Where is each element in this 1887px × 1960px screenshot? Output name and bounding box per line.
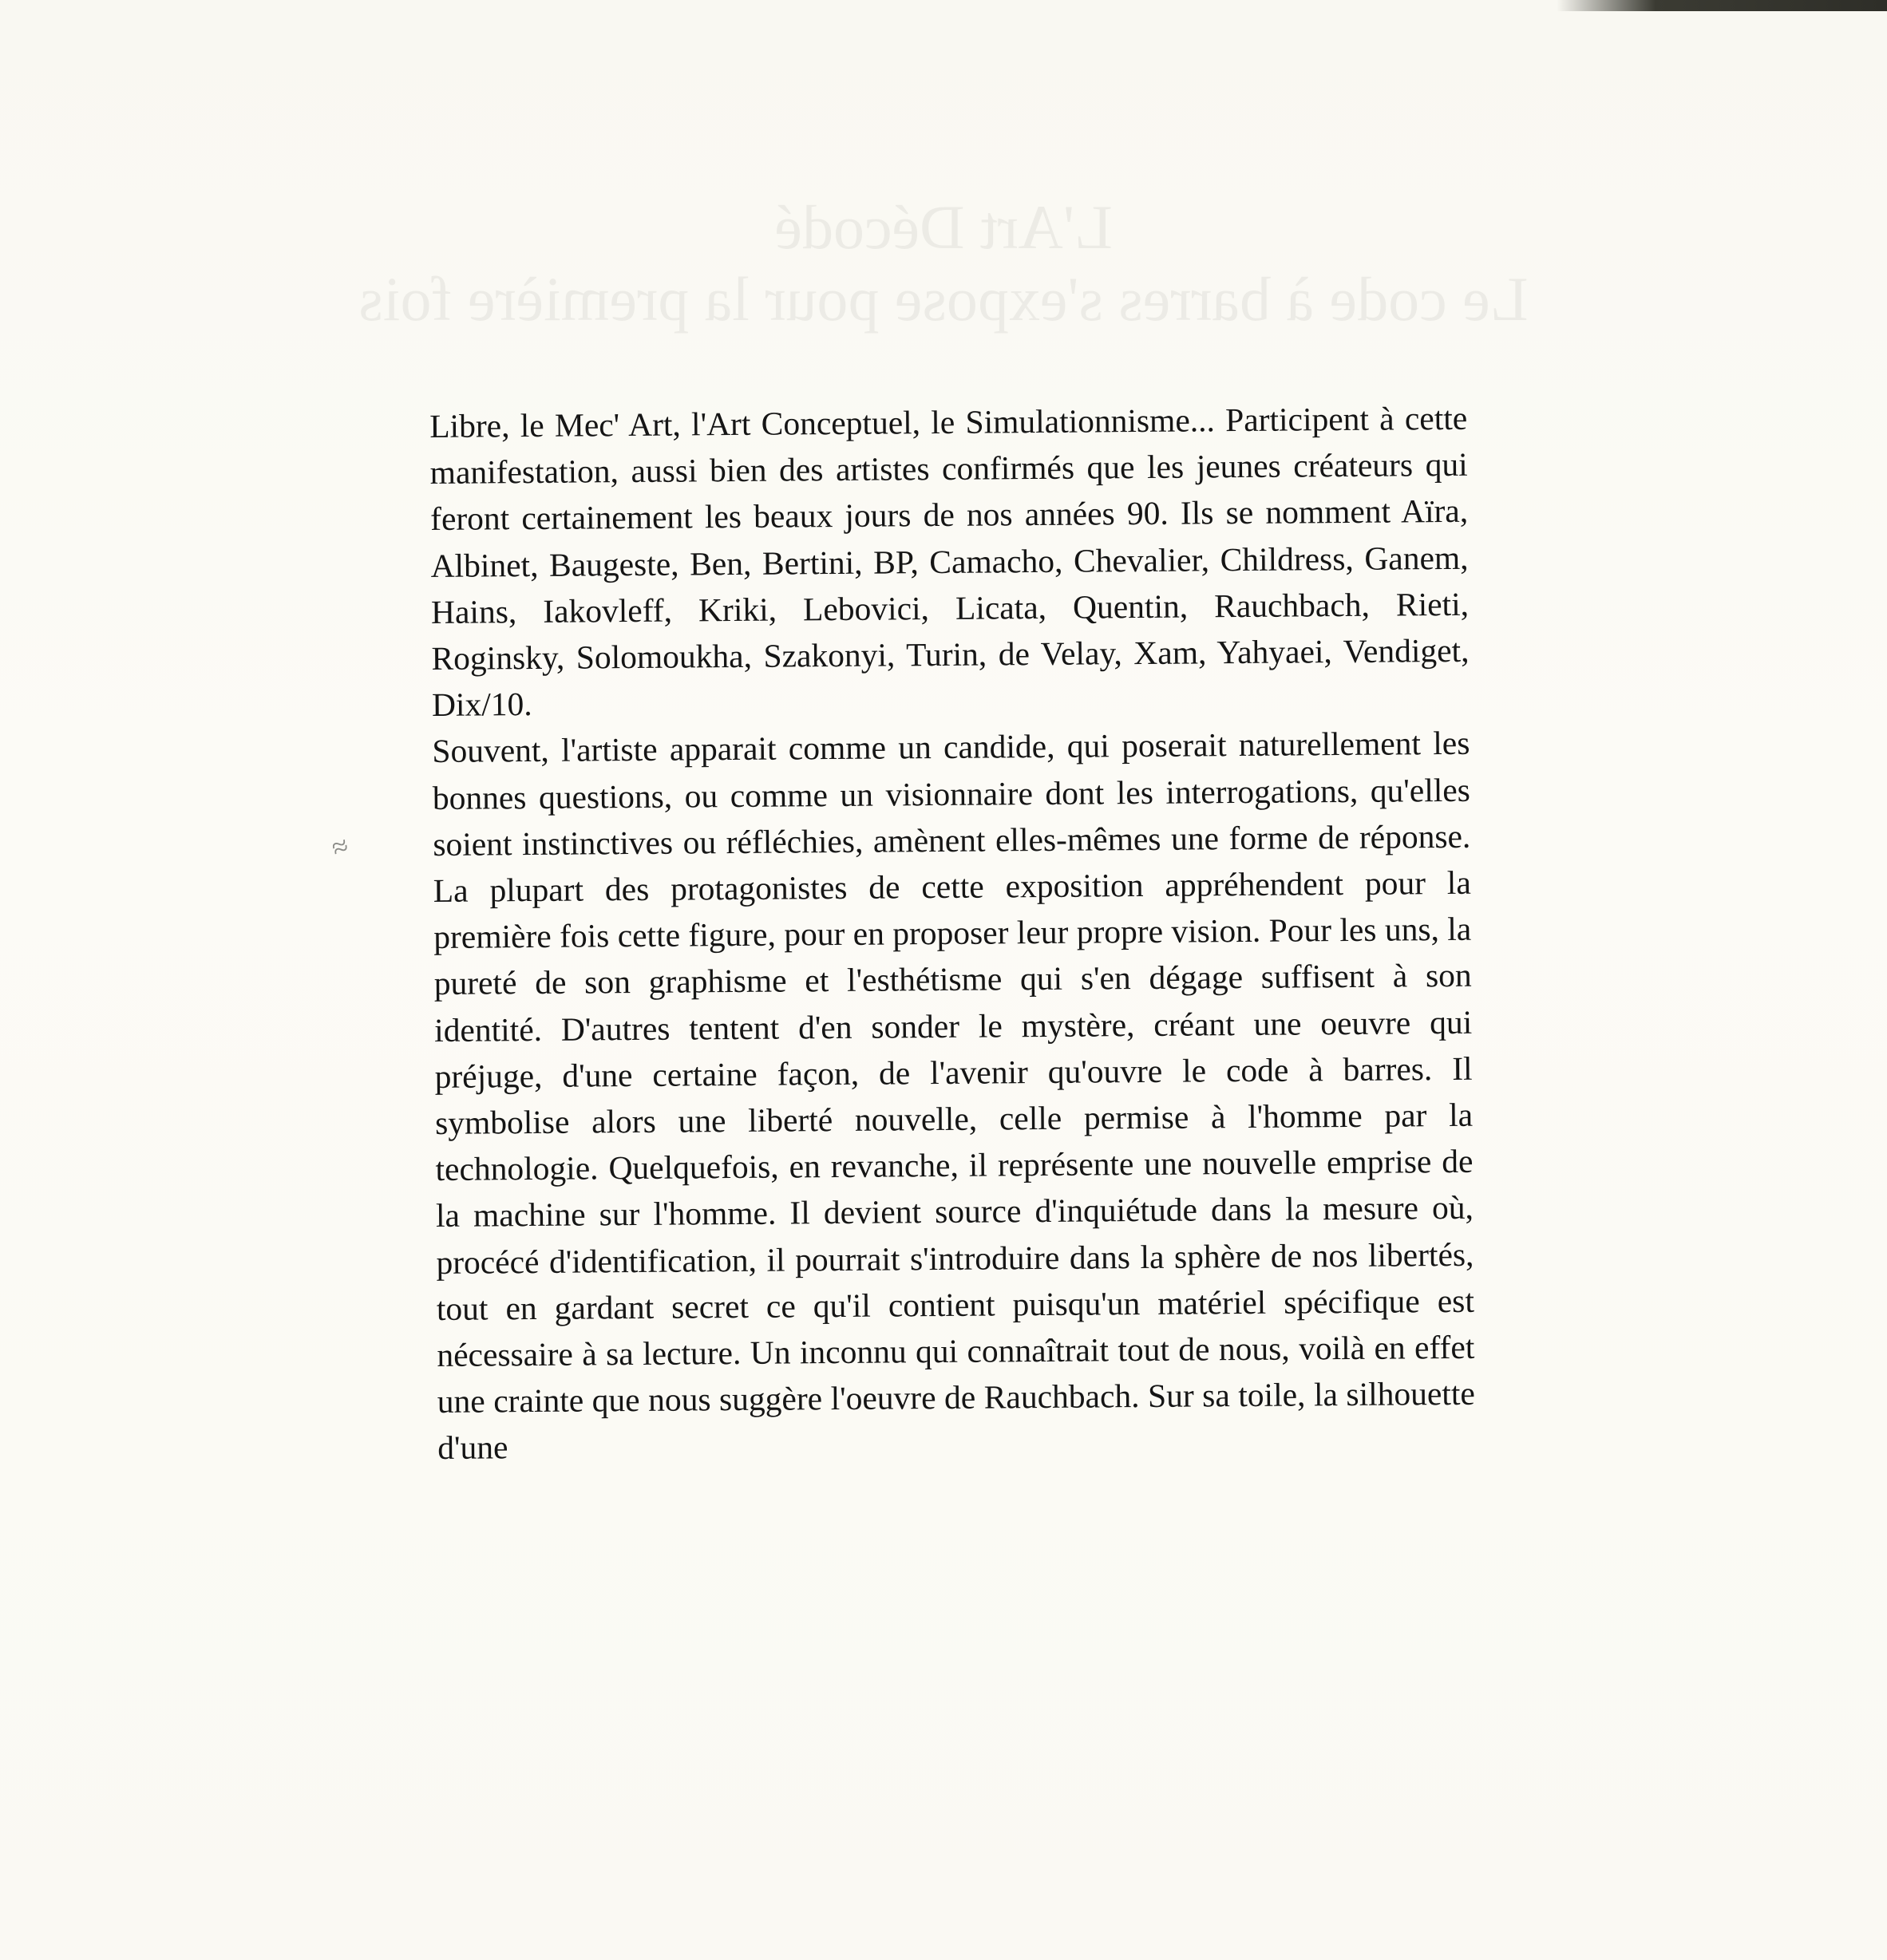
pencil-mark-icon: ≈ [326,828,354,865]
paragraph-1: Libre, le Mec' Art, l'Art Conceptuel, le Simulationnisme... Participent à cette manifestation, aussi bien des artistes confirmés que les jeunes créateurs qui feront certainement les beaux jours de nos années 90. Ils se nomment Aïra, Albinet, Baugeste, Ben, Bertini, BP, Camacho, Chevalier, Childress, Ganem, Hains, Iakovleff, Kriki, Lebovici, Licata, Quentin, Rauchbach, Rieti, Roginsky, Solomoukha, Szakonyi, Turin, de Velay, Xam, Yahyaei, Vendiget, Dix/10. [429,399,1470,724]
show-through-title [0,192,1887,334]
show-through-title-line-1: L'Art Décodé [774,192,1113,262]
body-text [429,395,1475,1472]
scan-top-edge [1557,0,1887,11]
paragraph-2: Souvent, l'artiste apparait comme un candide, qui poserait naturellement les bonnes questions, ou comme un visionnaire dont les interrogations, qu'elles soient instinctives ou réfléchies, amènent elles-mêmes une forme de réponse. La plupart des protagonistes de cette exposition appréhendent pour la première fois cette figure, pour en proposer leur propre vision. Pour les uns, la pureté de son graphisme et l'esthétisme qui s'en dégage suffisent à son identité. D'autres tentent d'en sonder le mystère, créant une oeuvre qui préjuge, d'une certaine façon, de l'avenir qu'ouvre le code à barres. Il symbolise alors une liberté nouvelle, celle permise à l'homme par la technologie. Quelquefois, en revanche, il représente une nouvelle emprise de la machine sur l'homme. Il devient source d'inquiétude dans la mesure où, procécé d'identification, il pourrait s'introduire dans la sphère de nos libertés, tout en gardant secret ce qu'il contient puisqu'un matériel spécifique est nécessaire à sa lecture. Un inconnu qui connaîtrait tout de nous, voilà en effet une crainte que nous suggère l'oeuvre de Rauchbach. Sur sa toile, la silhouette d'une [432,725,1475,1467]
show-through-title-line-2: Le code à barres s'expose pour la première fois [358,263,1529,334]
